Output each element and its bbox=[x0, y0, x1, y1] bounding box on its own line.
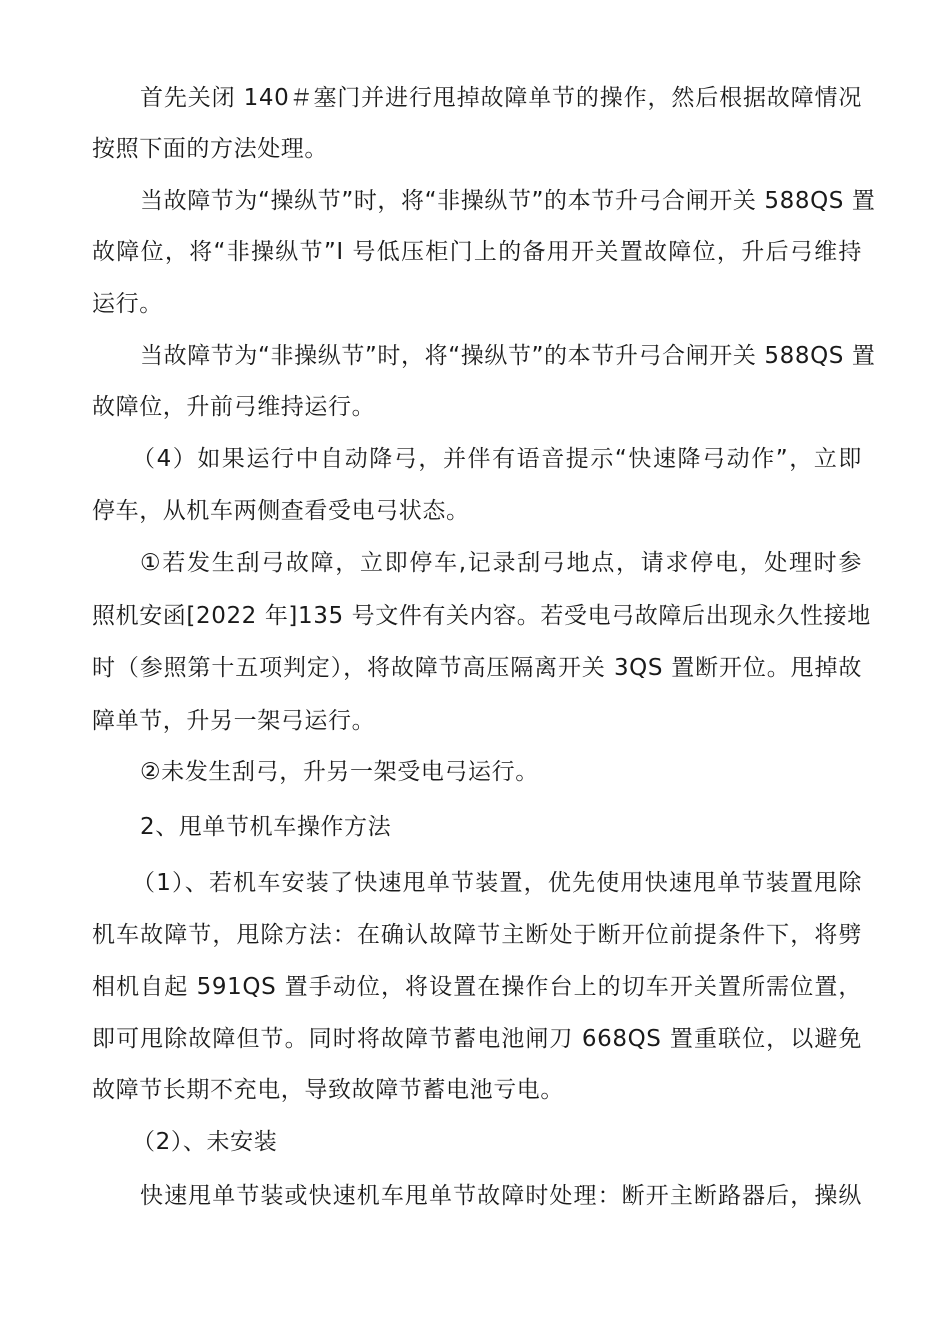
text-line: 首先关闭 140＃塞门并进行甩掉故障单节的操作，然后根据故障情况 bbox=[140, 85, 862, 111]
text-line: 障单节，升另一架弓运行。 bbox=[92, 708, 376, 734]
text-line: 快速甩单节装或快速机车甩单节故障时处理：断开主断路器后，操纵 bbox=[140, 1183, 862, 1209]
text-line: 运行。 bbox=[92, 291, 163, 317]
text-line: 故障位，将“非操纵节”I 号低压柜门上的备用开关置故障位，升后弓维持 bbox=[92, 239, 862, 265]
text-line: ①若发生刮弓故障，立即停车,记录刮弓地点，请求停电，处理时参 bbox=[140, 550, 862, 576]
text-line: 机车故障节，甩除方法：在确认故障节主断处于断开位前提条件下，将劈 bbox=[92, 922, 862, 948]
text-line: 停车，从机车两侧查看受电弓状态。 bbox=[92, 498, 470, 524]
text-line: 当故障节为“操纵节”时，将“非操纵节”的本节升弓合闸开关 588QS 置 bbox=[140, 188, 876, 214]
text-line: ②未发生刮弓，升另一架受电弓运行。 bbox=[140, 759, 539, 785]
section-heading: 2、甩单节机车操作方法 bbox=[140, 814, 392, 840]
text-line: 相机自起 591QS 置手动位，将设置在操作台上的切车开关置所需位置， bbox=[92, 974, 862, 1000]
text-line: 按照下面的方法处理。 bbox=[92, 136, 328, 162]
text-line: 故障位，升前弓维持运行。 bbox=[92, 394, 376, 420]
text-line: 照机安函[2022 年]135 号文件有关内容。若受电弓故障后出现永久性接地 bbox=[92, 603, 871, 629]
text-line: 即可甩除故障但节。同时将故障节蓄电池闸刀 668QS 置重联位，以避免 bbox=[92, 1026, 862, 1052]
text-line: （4）如果运行中自动降弓，并伴有语音提示“快速降弓动作”，立即 bbox=[132, 446, 862, 472]
text-line: 故障节长期不充电，导致故障节蓄电池亏电。 bbox=[92, 1077, 564, 1103]
text-line: （1）、若机车安装了快速甩单节装置，优先使用快速甩单节装置甩除 bbox=[132, 870, 862, 896]
subsection-heading: （2）、未安装 bbox=[132, 1129, 278, 1155]
text-line: 时（参照第十五项判定），将故障节高压隔离开关 3QS 置断开位。甩掉故 bbox=[92, 655, 862, 681]
text-line: 当故障节为“非操纵节”时，将“操纵节”的本节升弓合闸开关 588QS 置 bbox=[140, 343, 876, 369]
